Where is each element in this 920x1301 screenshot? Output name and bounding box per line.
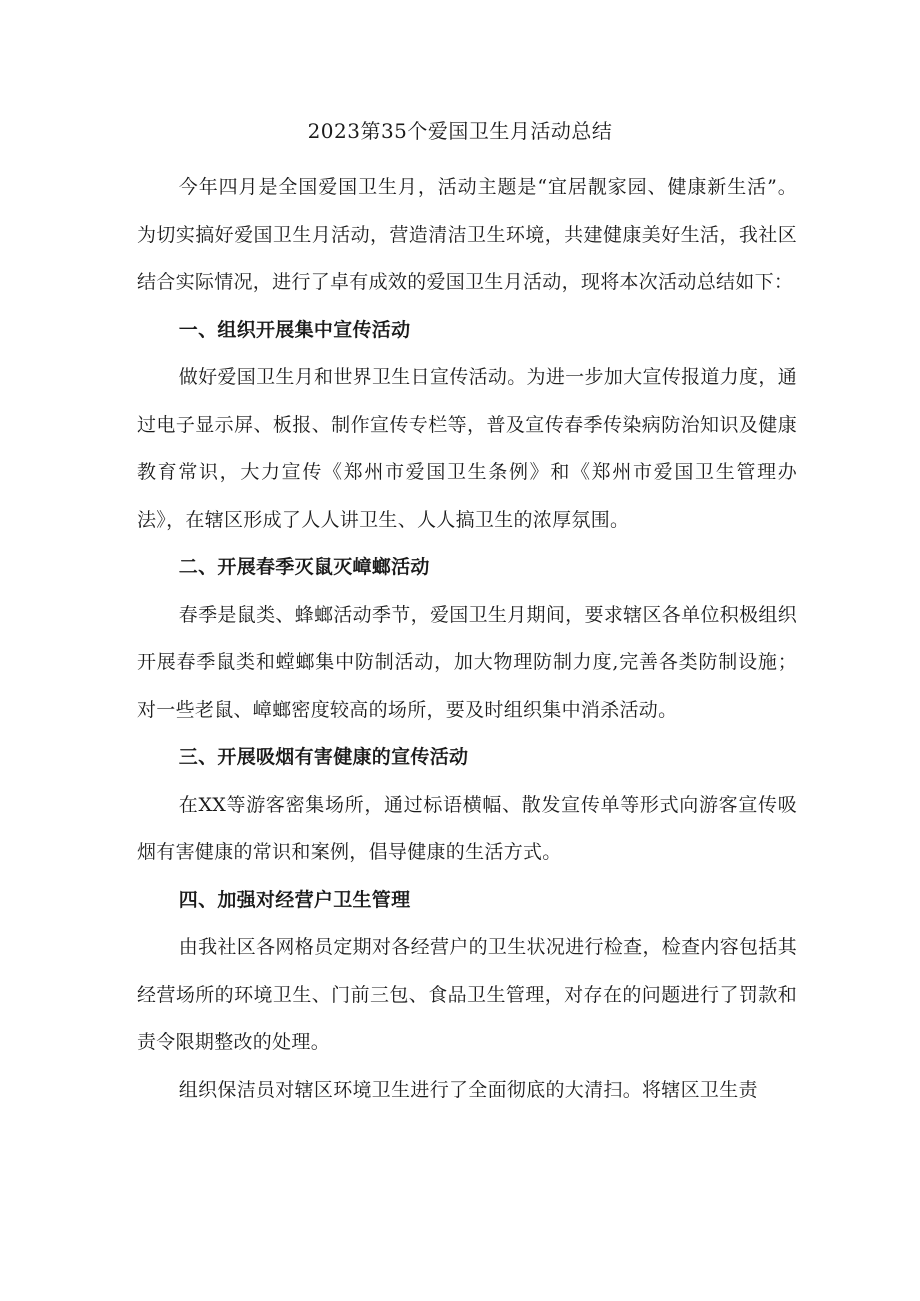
section-4-body: 由我社区各网格员定期对各经营户的卫生状况进行检查，检查内容包括其经营场所的环境卫生、门前三包、食品卫生管理，对存在的问题进行了罚款和责令限期整改的处理。: [137, 936, 797, 1053]
document-title: 2023第35个爱国卫生月活动总结: [307, 119, 613, 143]
section-2-body: 春季是鼠类、蜂螂活动季节，爱国卫生月期间，要求辖区各单位积极组织开展春季鼠类和螳螂集中防制活动，加大物理防制力度,完善各类防制设施；对一些老鼠、嶂螂密度较高的场所，要及时组织集中消杀活动。: [137, 603, 797, 721]
section-1-body: 做好爱国卫生月和世界卫生日宣传活动。为进一步加大宣传报道力度，通过电子显示屏、板报、制作宣传专栏等，普及宣传春季传染病防治知识及健康教育常识，大力宣传《郑州市爱国卫生条例》和《郑州市爱国卫生管理办法》，在辖区形成了人人讲卫生、人人搞卫生的浓厚氛围。: [137, 366, 797, 531]
closing-paragraph: 组织保洁员对辖区环境卫生进行了全面彻底的大清扫。将辖区卫生责: [178, 1078, 758, 1101]
section-1-heading: 一、组织开展集中宣传活动: [178, 318, 411, 341]
section-2-heading: 二、开展春季灭鼠灭嶂螂活动: [178, 556, 430, 578]
document-body: [137, 164, 797, 1114]
section-3-heading: 三、开展吸烟有害健康的宣传活动: [178, 746, 469, 768]
section-3-body: 在XX等游客密集场所，通过标语横幅、散发宣传单等形式向游客宣传吸烟有害健康的常识和案例，倡导健康的生活方式。: [137, 793, 797, 863]
section-4-heading: 四、加强对经营户卫生管理: [178, 888, 411, 911]
intro-paragraph: 今年四月是全国爱国卫生月，活动主题是“宜居靓家园、健康新生活”。为切实搞好爱国卫生月活动，营造清洁卫生环境，共建健康美好生活，我社区结合实际情况，进行了卓有成效的爱国卫生月活动，现将本次活动总结如下：: [137, 176, 797, 293]
